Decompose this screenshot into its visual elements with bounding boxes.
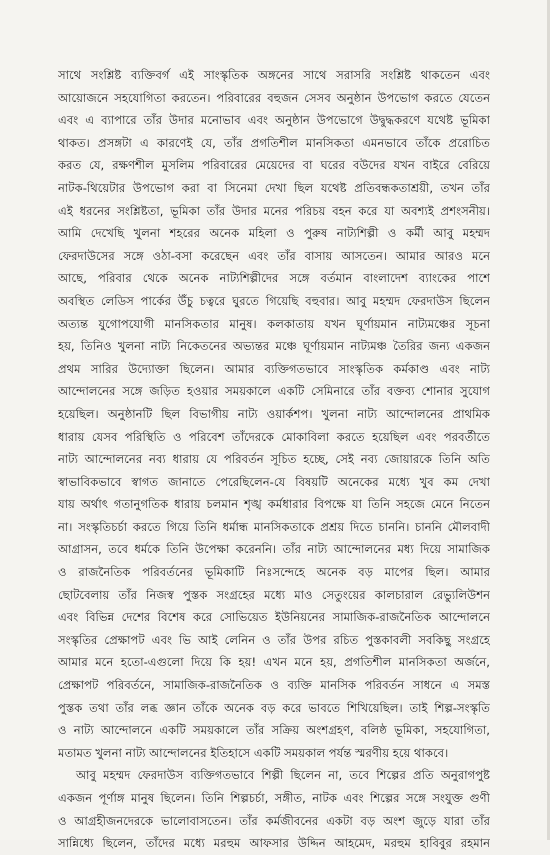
text-line: অত্যন্ত যুগোপযোগী মানসিকতার মানুষ। কলকাতায় যখন ঘূর্ণায়মান নাট্যমঞ্চের সূচনা — [58, 316, 490, 331]
text-line: না। সংস্কৃতিচর্চা করতে গিয়ে তিনি ধর্মান্ধ মানসিকতাকে প্রশ্রয় দিতে চাননি। চাননি মৌলবাদী — [58, 519, 490, 534]
text-line: ও আগ্রহীজনদেরকে ভালোবাসতেন। তাঁর কর্মজীবনের একটা বড় অংশ জুড়ে যারা তাঁর — [58, 813, 490, 828]
text-line: ধারায় যেসব পরিস্থিতি ও পরিবেশ তাঁদেরকে মোকাবিলা করতে হয়েছিল এবং পরবর্তীতে — [58, 429, 490, 444]
text-line: হয়েছিল। অনুষ্ঠানটি ছিল বিভাগীয় নাট্য ওয়ার্কশপ। খুলনা নাট্য আন্দোলনের প্রাথমিক — [58, 406, 490, 421]
text-line: এবং বিভিন্ন দেশের বিশেষ করে সোভিয়েত ইউনিয়নের সামাজিক-রাজনৈতিক আন্দোলনে — [58, 610, 490, 625]
text-line: হয়, তিনিও খুলনা নাট্য নিকেতনের অভ্যন্তর মঞ্চে ঘূর্ণায়মান নাট্যমঞ্চ তৈরির জন্য একজন — [58, 339, 490, 354]
text-line: সংস্কৃতির প্রেক্ষাপট এবং ভি আই লেনিন ও তাঁর উপর রচিত পুস্তকাবলী সবকিছু সংগ্রহে — [58, 632, 490, 647]
text-line: স্বাভাবিকভাবে স্বাগত জানাতে পেরেছিলেন-যে বিষয়টি অনেকের মধ্যে খুব কম দেখা — [58, 474, 490, 489]
text-line: ছোটবেলায় তাঁর নিজস্ব পুস্তক সংগ্রহের মধ্যে মাও সেতুংয়ের কালচারাল রেভ্যুলিউশন — [58, 587, 490, 602]
text-line: আমার মনে হতো-এগুলো দিয়ে কি হয়! এখন মনে হয়, প্রগতিশীল মানসিকতা অর্জনে, — [58, 655, 490, 670]
page-body — [58, 64, 490, 855]
text-line: একজন পূর্ণাঙ্গ মানুষ ছিলেন। তিনি শিল্পচর্চা, সঙ্গীত, নাটক এবং শিল্পের সঙ্গে সংযুক্ত গুণী — [58, 791, 490, 805]
text-line: এই ধরনের সংশ্লিষ্টতা, ভূমিকা তাঁর উদার মনের পরিচয় বহন করে যা অবশ্যই প্রশংসনীয়। — [58, 203, 490, 218]
paragraph-2 — [58, 764, 490, 854]
text-line: যায় অর্থাৎ গতানুগতিক ধারায় চলমান শৃঙ্খ কর্মধারার বিপক্ষে যা তিনি সহজে মেনে নিতেন — [58, 497, 490, 512]
text-line: অবস্থিত লেডিস পার্কের উঁচু চত্বরে ঘুরতে গিয়েছি বহুবার। আবু মহম্মদ ফেরদাউস ছিলেন — [58, 293, 490, 308]
text-line: আয়োজনে সহযোগিতা করতেন। পরিবারের বহুজন সেসব অনুষ্ঠান উপভোগ করতে যেতেন — [58, 90, 490, 105]
text-line: ও নাট্য আন্দোলনে একটি সময়কালে তাঁর সক্রিয় অংশগ্রহণ, বলিষ্ঠ ভূমিকা, সহযোগিতা, — [58, 723, 490, 738]
text-line: সাথে সংশ্লিষ্ট ব্যক্তিবর্গ এই সাংস্কৃতিক অঙ্গনের সাথে সরাসরি সংশ্লিষ্ট থাকতেন এবং — [58, 68, 490, 82]
text-line: আন্দোলনের সঙ্গে জড়িত হওয়ার সময়কালে একটি সেমিনারে তাঁর বক্তব্য শোনার সুযোগ — [58, 384, 490, 399]
text-line: এবং এ ব্যাপারে তাঁর উদার মনোভাব এবং অনুষ্ঠান উপভোগে উদ্বুদ্ধকরণে যথেষ্ট ভূমিকা — [58, 113, 490, 128]
text-line: নাট্য আন্দোলনের নব্য ধারায় যে পরিবর্তন সূচিত হচ্ছে, সেই নব্য জোয়ারকে তিনি অতি — [58, 452, 490, 467]
text-line: প্রেক্ষাপট পরিবর্তনে, সামাজিক-রাজনৈতিক ও ব্যক্তি মানসিক পরিবর্তন সাধনে এ সমস্ত — [58, 678, 490, 693]
paragraph-1 — [58, 64, 490, 764]
text-line: মতামত খুলনা নাট্য আন্দোলনের ইতিহাসে একটি সময়কাল পর্যন্ত স্মরণীয় হয়ে থাকবে। — [58, 745, 449, 760]
text-line: ও রাজনৈতিক পরিবর্তনের ভূমিকাটি নিঃসন্দেহে অনেক বড় মাপের ছিল। আমার — [58, 565, 490, 580]
text-line: করত যে, রক্ষণশীল মুসলিম পরিবারের মেয়েদের বা ঘরের বউদের যখন বাইরে বেরিয়ে — [58, 158, 490, 173]
text-line: আমি দেখেছি খুলনা শহরের অনেক মহিলা ও পুরুষ নাট্যশিল্পী ও কর্মী আবু মহম্মদ — [58, 226, 490, 241]
text-line: থাকত। প্রসঙ্গটা এ কারণেই যে, তাঁর প্রগতিশীল মানসিকতা এমনভাবে তাঁকে প্ররোচিত — [58, 135, 490, 150]
text-line: ফেরদাউসের সঙ্গে ওঠা-বসা করেছেন এবং তাঁর বাসায় আসতেন। আমার আরও মনে — [58, 248, 490, 263]
text-line: নাটক-থিয়েটার উপভোগ করা বা সিনেমা দেখা ছিল যথেষ্ট প্রতিবন্ধকতাশ্রয়ী, তখন তাঁর — [58, 180, 490, 195]
text-line: পুস্তক তথা তাঁর লব্ধ জ্ঞান তাঁকে অনেক বড় করে ভাবতে শিখিয়েছিল। তাই শিল্প-সংস্কৃতি — [58, 700, 490, 715]
text-line: আবু মহম্মদ ফেরদাউস ব্যক্তিগতভাবে শিল্পী ছিলেন না, তবে শিল্পের প্রতি অনুরাগপুষ্ট — [76, 768, 490, 783]
text-line: আগ্রাসন, তবে ধর্মকে তিনি উপেক্ষা করেননি। তাঁর নাট্য আন্দোলনের মধ্য দিয়ে সামাজিক — [58, 542, 490, 557]
text-line: প্রথম সারির উদ্যোক্তা ছিলেন। আমার ব্যক্তিগতভাবে সাংস্কৃতিক কর্মকাণ্ড এবং নাট্য — [58, 361, 490, 376]
text-line: সান্নিধ্যে ছিলেন, তাঁদের মধ্যে মরহুম আফসার উদ্দিন আহমেদ, মরহুম হাবিবুর রহমান — [58, 836, 490, 851]
text-line: আছে, পরিবার থেকে অনেক নাট্যশিল্পীদের সঙ্গে বর্তমান বাংলাদেশ ব্যাংকের পাশে — [58, 271, 490, 286]
